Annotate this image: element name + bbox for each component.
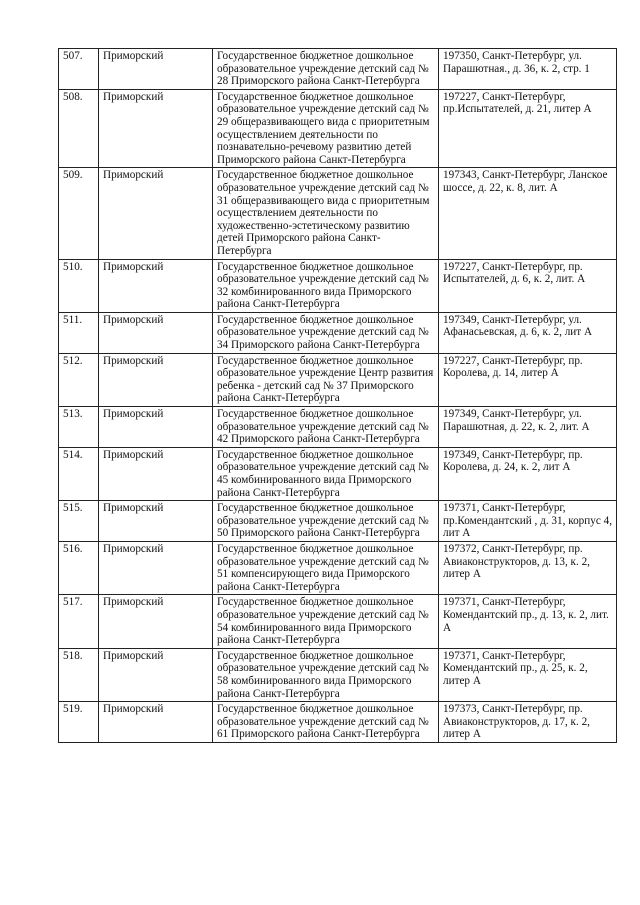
district-cell: Приморский	[99, 168, 213, 259]
institution-name-cell: Государственное бюджетное дошкольное образовательное учреждение детский сад № 34 Приморского района Санкт-Петербурга	[213, 312, 439, 353]
district-cell: Приморский	[99, 648, 213, 701]
table-row	[59, 168, 617, 259]
row-number: 514.	[59, 447, 99, 500]
address-cell: 197371, Санкт-Петербург, Комендантский пр., д. 25, к. 2, литер А	[439, 648, 617, 701]
institution-name-cell: Государственное бюджетное дошкольное образовательное учреждение детский сад № 45 комбинированного вида Приморского района Санкт-Петербурга	[213, 447, 439, 500]
address-cell: 197349, Санкт-Петербург, ул. Парашютная, д. 22, к. 2, лит. А	[439, 407, 617, 448]
address-cell: 197371, Санкт-Петербург, пр.Комендантский , д. 31, корпус 4, лит А	[439, 501, 617, 542]
row-number: 516.	[59, 541, 99, 594]
address-cell: 197350, Санкт-Петербург, ул. Парашютная., д. 36, к. 2, стр. 1	[439, 49, 617, 90]
institution-name-cell: Государственное бюджетное дошкольное образовательное учреждение детский сад № 50 Приморского района Санкт-Петербурга	[213, 501, 439, 542]
table-row	[59, 259, 617, 312]
row-number: 518.	[59, 648, 99, 701]
row-number: 517.	[59, 595, 99, 648]
institutions-table	[58, 48, 617, 743]
row-number: 512.	[59, 353, 99, 406]
district-cell: Приморский	[99, 501, 213, 542]
table-row	[59, 447, 617, 500]
institution-name-cell: Государственное бюджетное дошкольное образовательное учреждение детский сад № 29 общеразвивающего вида с приоритетным осуществлением деятельности по познавательно-речевому развитию детей Приморского района Санкт-Петербурга	[213, 89, 439, 168]
row-number: 515.	[59, 501, 99, 542]
table-row	[59, 702, 617, 743]
district-cell: Приморский	[99, 49, 213, 90]
district-cell: Приморский	[99, 447, 213, 500]
table-row	[59, 49, 617, 90]
institution-name-cell: Государственное бюджетное дошкольное образовательное учреждение детский сад № 61 Приморского района Санкт-Петербурга	[213, 702, 439, 743]
institution-name-cell: Государственное бюджетное дошкольное образовательное учреждение детский сад № 31 общеразвивающего вида с приоритетным осуществлением деятельности по художественно-эстетическому развитию детей Приморского района Санкт-Петербурга	[213, 168, 439, 259]
address-cell: 197227, Санкт-Петербург, пр.Испытателей, д. 21, литер А	[439, 89, 617, 168]
address-cell: 197371, Санкт-Петербург, Комендантский пр., д. 13, к. 2, лит. А	[439, 595, 617, 648]
district-cell: Приморский	[99, 541, 213, 594]
address-cell: 197343, Санкт-Петербург, Ланское шоссе, д. 22, к. 8, лит. А	[439, 168, 617, 259]
district-cell: Приморский	[99, 259, 213, 312]
table-row	[59, 312, 617, 353]
address-cell: 197349, Санкт-Петербург, пр. Королева, д. 24, к. 2, лит А	[439, 447, 617, 500]
table-row	[59, 353, 617, 406]
district-cell: Приморский	[99, 89, 213, 168]
institution-name-cell: Государственное бюджетное дошкольное образовательное учреждение детский сад № 54 комбинированного вида Приморского района Санкт-Петербурга	[213, 595, 439, 648]
institution-name-cell: Государственное бюджетное дошкольное образовательное учреждение детский сад № 42 Приморского района Санкт-Петербурга	[213, 407, 439, 448]
table-row	[59, 541, 617, 594]
institution-name-cell: Государственное бюджетное дошкольное образовательное учреждение детский сад № 51 компенсирующего вида Приморского района Санкт-Петербурга	[213, 541, 439, 594]
row-number: 508.	[59, 89, 99, 168]
institution-name-cell: Государственное бюджетное дошкольное образовательное учреждение Центр развития ребенка - детский сад № 37 Приморского района Санкт-Петербурга	[213, 353, 439, 406]
row-number: 510.	[59, 259, 99, 312]
table-row	[59, 89, 617, 168]
district-cell: Приморский	[99, 407, 213, 448]
table-row	[59, 407, 617, 448]
district-cell: Приморский	[99, 595, 213, 648]
table-body	[59, 49, 617, 743]
table-row	[59, 595, 617, 648]
district-cell: Приморский	[99, 312, 213, 353]
institution-name-cell: Государственное бюджетное дошкольное образовательное учреждение детский сад № 58 комбинированного вида Приморского района Санкт-Петербурга	[213, 648, 439, 701]
row-number: 509.	[59, 168, 99, 259]
address-cell: 197372, Санкт-Петербург, пр. Авиаконструкторов, д. 13, к. 2, литер А	[439, 541, 617, 594]
table-row	[59, 501, 617, 542]
row-number: 513.	[59, 407, 99, 448]
address-cell: 197227, Санкт-Петербург, пр. Королева, д. 14, литер А	[439, 353, 617, 406]
address-cell: 197349, Санкт-Петербург, ул. Афанасьевская, д. 6, к. 2, лит А	[439, 312, 617, 353]
district-cell: Приморский	[99, 353, 213, 406]
row-number: 507.	[59, 49, 99, 90]
address-cell: 197227, Санкт-Петербург, пр. Испытателей, д. 6, к. 2, лит. А	[439, 259, 617, 312]
table-row	[59, 648, 617, 701]
row-number: 511.	[59, 312, 99, 353]
institution-name-cell: Государственное бюджетное дошкольное образовательное учреждение детский сад № 28 Приморского района Санкт-Петербурга	[213, 49, 439, 90]
institution-name-cell: Государственное бюджетное дошкольное образовательное учреждение детский сад № 32 комбинированного вида Приморского района Санкт-Петербурга	[213, 259, 439, 312]
row-number: 519.	[59, 702, 99, 743]
district-cell: Приморский	[99, 702, 213, 743]
address-cell: 197373, Санкт-Петербург, пр. Авиаконструкторов, д. 17, к. 2, литер А	[439, 702, 617, 743]
